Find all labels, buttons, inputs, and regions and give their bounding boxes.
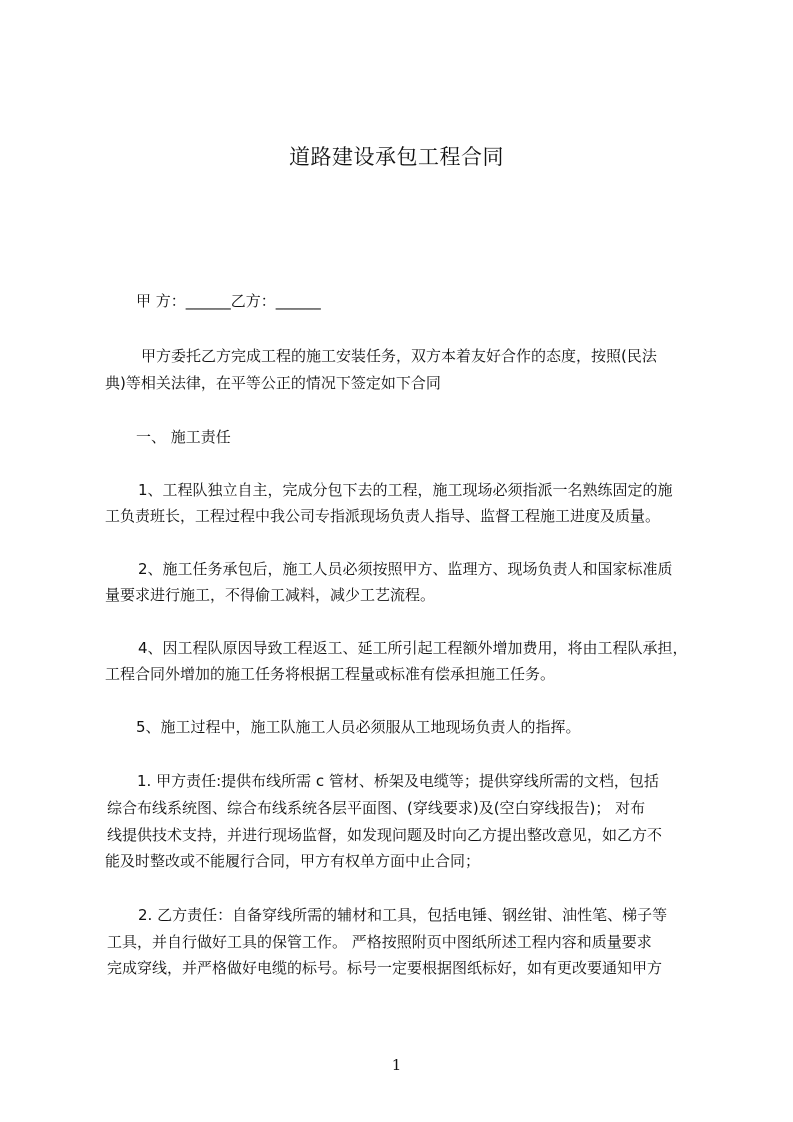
parties-line: 甲 方：______乙方：______	[136, 292, 321, 310]
party-b-duty-line-2: 工具，并自行做好工具的保管工作。 严格按照附页中图纸所述工程内容和质量要求	[107, 933, 652, 951]
party-b-duty-line-1: 2. 乙方责任：自备穿线所需的辅材和工具，包括电锤、钢丝钳、油性笔、梯子等	[138, 906, 668, 924]
clause-5: 5、施工过程中，施工队施工人员必须服从工地现场负责人的指挥。	[136, 718, 581, 736]
intro-line-1: 甲方委托乙方完成工程的施工安装任务，双方本着友好合作的态度，按照(民法	[141, 347, 657, 365]
clause-1-line-1: 1、工程队独立自主，完成分包下去的工程，施工现场必须指派一名熟练固定的施	[138, 481, 673, 499]
clause-4-line-2: 工程合同外增加的施工任务将根据工程量或标准有偿承担施工任务。	[105, 665, 556, 683]
party-a-duty-line-2: 综合布线系统图、综合布线系统各层平面图、(穿线要求)及(空白穿线报告)； 对布	[107, 799, 646, 817]
party-a-duty-line-1: 1. 甲方责任:提供布线所需 c 管材、桥架及电缆等；提供穿线所需的文档，包括	[137, 772, 659, 790]
clause-4-line-1: 4、因工程队原因导致工程返工、延工所引起工程额外增加费用，将由工程队承担，	[138, 639, 688, 657]
party-a-duty-line-3: 线提供技术支持，并进行现场监督，如发现问题及时向乙方提出整改意见，如乙方不	[107, 826, 663, 844]
party-a-duty-line-4: 能及时整改或不能履行合同，甲方有权单方面中止合同；	[105, 852, 481, 870]
section-heading: 一、 施工责任	[136, 428, 231, 446]
page-number: 1	[391, 1056, 402, 1074]
clause-2-line-1: 2、施工任务承包后，施工人员必须按照甲方、监理方、现场负责人和国家标准质	[138, 560, 673, 578]
party-b-duty-line-3: 完成穿线，并严格做好电缆的标号。标号一定要根据图纸标好，如有更改要通知甲方	[107, 959, 663, 977]
clause-2-line-2: 量要求进行施工，不得偷工减料，减少工艺流程。	[105, 586, 436, 604]
clause-1-line-2: 工负责班长，工程过程中我公司专指派现场负责人指导、监督工程施工进度及质量。	[105, 507, 661, 525]
contract-title: 道路建设承包工程合同	[289, 145, 504, 169]
intro-line-2: 典)等相关法律，在平等公正的情况下签定如下合同	[105, 374, 441, 392]
